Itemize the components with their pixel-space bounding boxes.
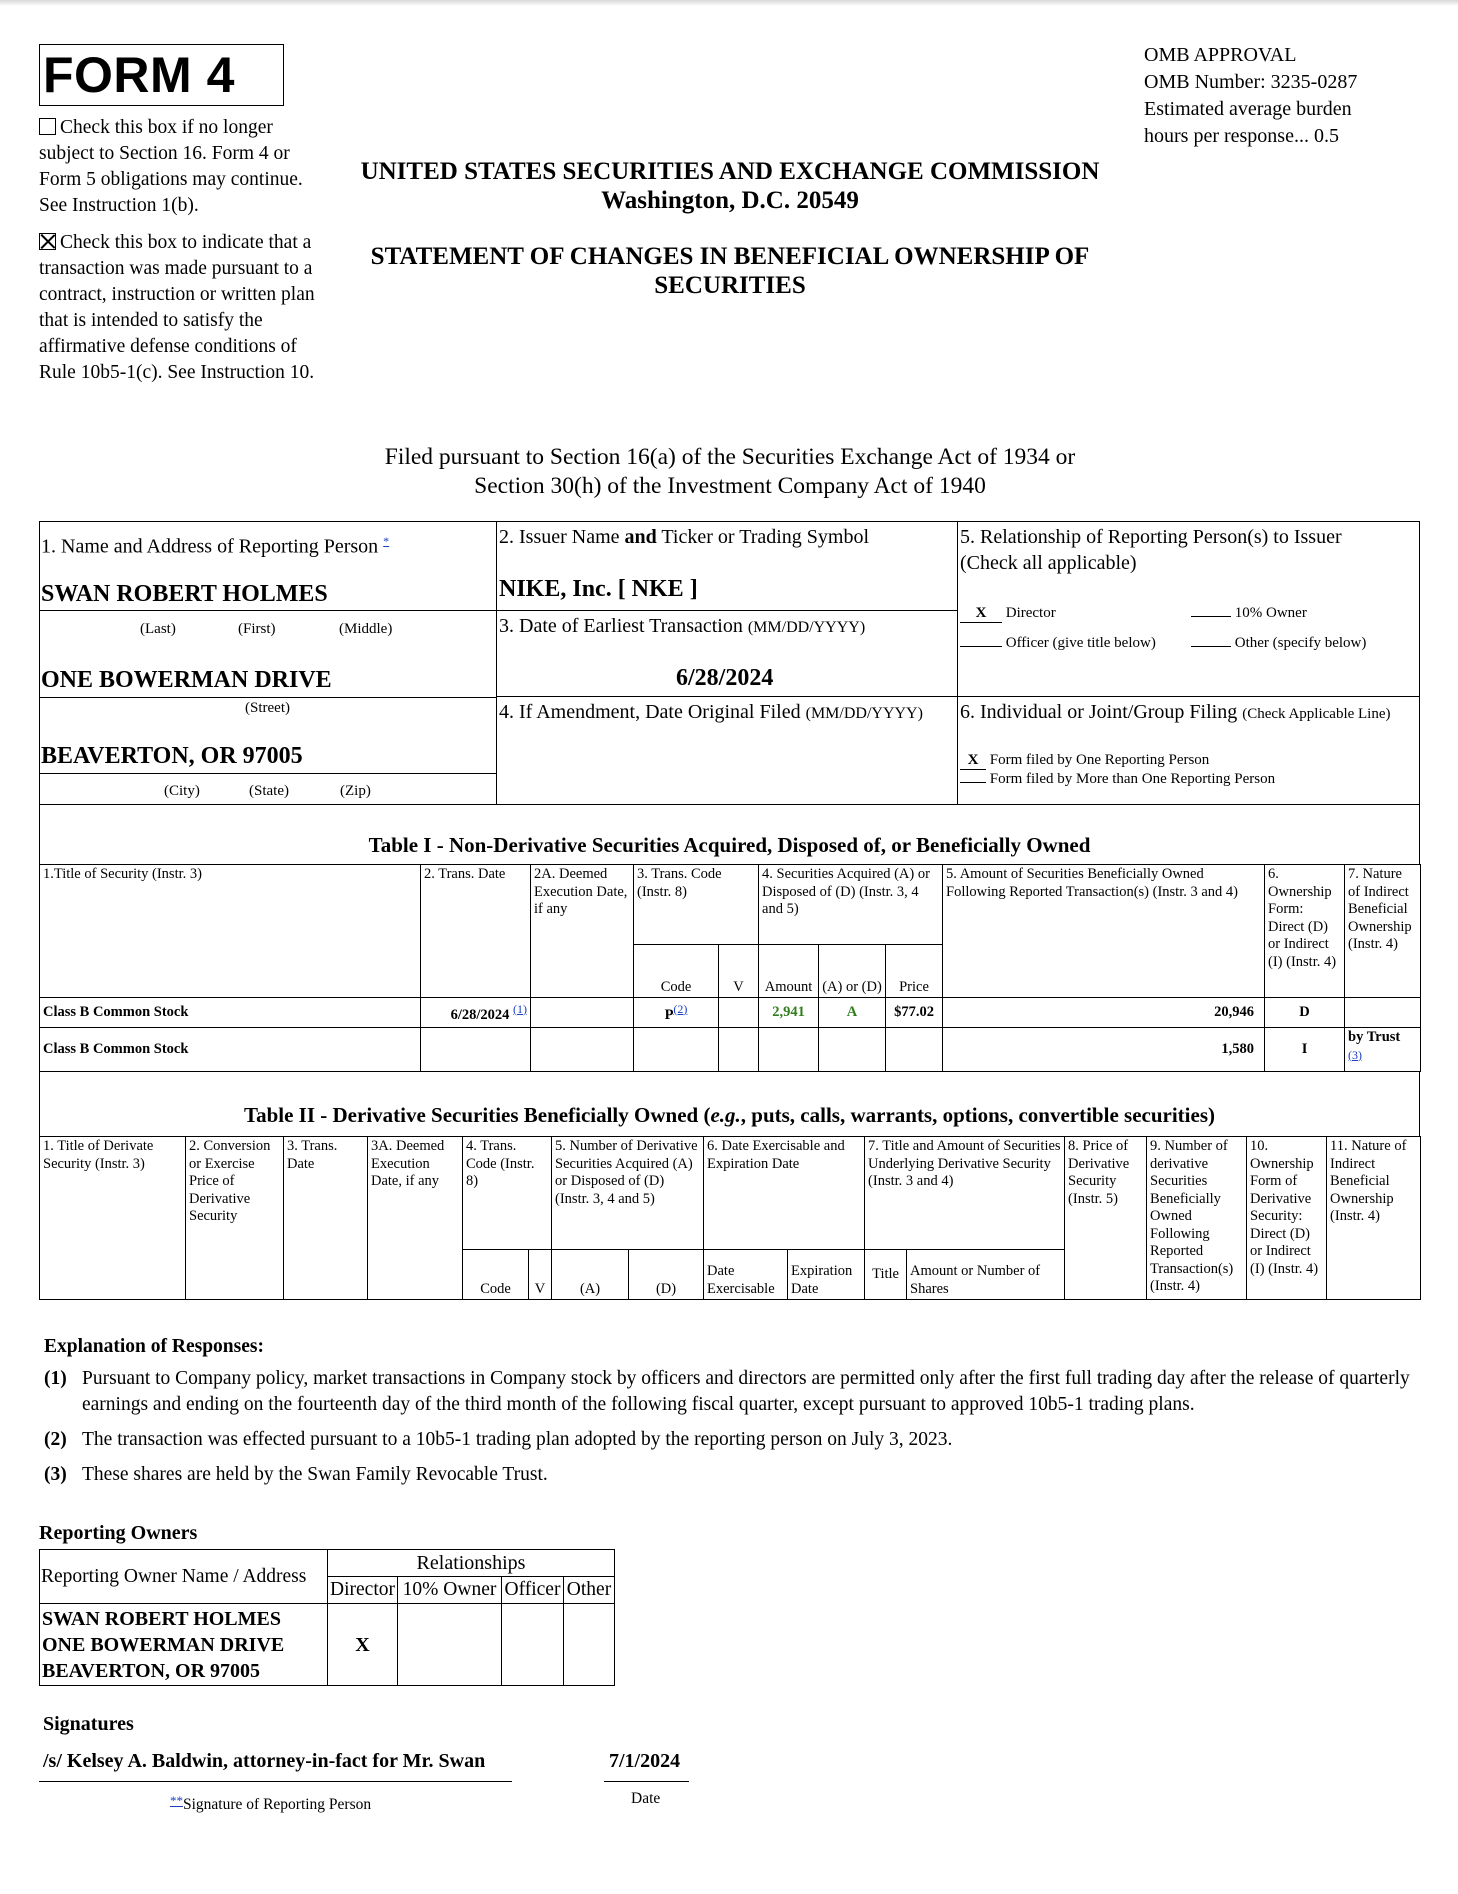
- signature-line: [39, 1781, 512, 1782]
- t1-cell-amount: [759, 1028, 819, 1072]
- table2-caption-post: , puts, calls, warrants, options, convertible securities): [740, 1103, 1215, 1127]
- table2-derivative: [39, 1136, 1421, 1300]
- t2-header-trans-date: 3. Trans. Date: [284, 1137, 368, 1300]
- state-caption: (State): [249, 783, 289, 799]
- street-value: ONE BOWERMAN DRIVE: [41, 667, 332, 693]
- t1-code-value: P: [664, 1006, 674, 1023]
- first-caption: (First): [238, 621, 276, 637]
- no-longer-subject-label: Check this box if no longer subject to Section 16. Form 4 or Form 5 obligations may continue. See Instruction 1(b).: [39, 117, 303, 216]
- footnote-2-link[interactable]: (2): [673, 1001, 688, 1016]
- reporting-owners-table: [39, 1549, 615, 1686]
- agency-name: UNITED STATES SECURITIES AND EXCHANGE COMMISSION: [360, 158, 1100, 185]
- filing-type-label-text: 6. Individual or Joint/Group Filing: [960, 701, 1238, 723]
- t1-cell-a-or-d: A: [819, 998, 886, 1028]
- filed-pursuant-line1: Filed pursuant to Section 16(a) of the Securities Exchange Act of 1934 or: [384, 444, 1076, 470]
- issuer-label-and: and: [624, 526, 657, 548]
- table-row: [40, 1028, 1421, 1072]
- ro-director-mark: X: [328, 1604, 398, 1686]
- t2-sub-code: Code: [463, 1250, 529, 1300]
- officer-option-label: Officer (give title below): [1005, 635, 1156, 651]
- issuer-label-pre: 2. Issuer Name: [499, 526, 625, 548]
- other-option-label: Other (specify below): [1234, 635, 1367, 651]
- one-person-option: [960, 752, 1209, 770]
- table2-caption-pre: Table II - Derivative Securities Beneficially Owned (: [244, 1103, 711, 1127]
- t1-cell-price: $77.02: [886, 998, 943, 1028]
- t2-header-deemed-date: 3A. Deemed Execution Date, if any: [368, 1137, 463, 1300]
- filing-type-label: [960, 701, 1391, 724]
- t1-cell-date: [421, 1028, 531, 1072]
- omb-line: hours per response... 0.5: [1144, 125, 1339, 147]
- t2-header-price: 8. Price of Derivative Security (Instr. 5): [1065, 1137, 1147, 1300]
- amendment-label: [499, 701, 923, 724]
- omb-line: OMB Number: 3235-0287: [1144, 71, 1358, 93]
- zip-caption: (Zip): [340, 783, 371, 799]
- table-row: [40, 998, 1421, 1028]
- t1-header-amount-owned: 5. Amount of Securities Beneficially Owned Following Reported Transaction(s) (Instr. 3 and 4): [943, 865, 1265, 998]
- table1-caption: Table I - Non-Derivative Securities Acquired, Disposed of, or Beneficially Owned: [368, 833, 1091, 857]
- t2-sub-d: (D): [629, 1250, 704, 1300]
- table-row: [40, 1604, 615, 1686]
- other-option: [1191, 635, 1366, 652]
- divider: [496, 610, 957, 611]
- director-option: [960, 605, 1056, 623]
- ro-header-officer: Officer: [502, 1577, 564, 1604]
- ro-owner-name: SWAN ROBERT HOLMES: [42, 1608, 281, 1630]
- statement-title-line2: SECURITIES: [654, 272, 806, 299]
- t1-sub-code: Code: [634, 945, 719, 998]
- divider: [39, 773, 496, 774]
- t2-header-title: 1. Title of Derivate Security (Instr. 3): [40, 1137, 186, 1300]
- t1-cell-code: [634, 1028, 719, 1072]
- t2-header-conversion-price: 2. Conversion or Exercise Price of Derivative Security: [186, 1137, 284, 1300]
- t1-sub-amount: Amount: [759, 945, 819, 998]
- director-mark[interactable]: X: [960, 605, 1002, 623]
- signature-footnote-link[interactable]: **: [170, 1793, 183, 1808]
- multiple-persons-mark[interactable]: [960, 782, 986, 783]
- ro-header-other: Other: [564, 1577, 615, 1604]
- t1-cell-deemed: [531, 998, 634, 1028]
- explanation-of-responses: [44, 1334, 1424, 1497]
- footnote-number: (3): [44, 1464, 67, 1485]
- amendment-label-text: 4. If Amendment, Date Original Filed: [499, 701, 801, 723]
- t1-header-title: 1.Title of Security (Instr. 3): [40, 865, 421, 998]
- t2-header-ownership-form: 10. Ownership Form of Derivative Security: Direct (D) or Indirect (I) (Instr. 4): [1247, 1137, 1327, 1300]
- earliest-transaction-label: [499, 615, 865, 638]
- t1-cell-nature: [1345, 1028, 1421, 1072]
- page-top-edge: [0, 0, 1458, 6]
- t1-sub-a-or-d: (A) or (D): [819, 945, 886, 998]
- reporting-person-name: SWAN ROBERT HOLMES: [41, 581, 328, 607]
- ro-officer-mark: [502, 1604, 564, 1686]
- list-item: [44, 1462, 1424, 1488]
- t2-sub-amount-shares: Amount or Number of Shares: [907, 1250, 1065, 1300]
- form-title: FORM 4: [39, 44, 284, 106]
- reporting-owners-title: Reporting Owners: [39, 1522, 198, 1544]
- date-line: [604, 1781, 689, 1782]
- rule-10b5-1-label: Check this box to indicate that a transaction was made pursuant to a contract, instruction or written plan that is intended to satisfy the affirmative defense conditions of Rule 10b5-1(c). See Instruction 10.: [39, 232, 315, 383]
- t1-header-deemed-date: 2A. Deemed Execution Date, if any: [531, 865, 634, 998]
- t2-sub-title: Title: [865, 1250, 907, 1300]
- signature-name: /s/ Kelsey A. Baldwin, attorney-in-fact for Mr. Swan: [43, 1750, 486, 1772]
- divider: [957, 521, 958, 805]
- table1-non-derivative: [39, 864, 1421, 1072]
- other-mark[interactable]: [1191, 646, 1231, 647]
- t1-header-ownership-form: 6. Ownership Form: Direct (D) or Indirect (I) (Instr. 4): [1265, 865, 1345, 998]
- earliest-transaction-label-text: 3. Date of Earliest Transaction: [499, 615, 743, 637]
- t1-cell-price: [886, 1028, 943, 1072]
- footnote-text: The transaction was effected pursuant to a 10b5-1 trading plan adopted by the reporting person on July 3, 2023.: [82, 1429, 953, 1450]
- relationship-label: 5. Relationship of Reporting Person(s) to Issuer: [960, 526, 1342, 548]
- ro-owner-name-address: [40, 1604, 328, 1686]
- ro-ten-pct-mark: [398, 1604, 502, 1686]
- t1-header-trans-date: 2. Trans. Date: [421, 865, 531, 998]
- city-caption: (City): [164, 783, 200, 799]
- t1-cell-a-or-d: [819, 1028, 886, 1072]
- t1-cell-code: [634, 998, 719, 1028]
- statement-title-line1: STATEMENT OF CHANGES IN BENEFICIAL OWNERSHIP OF: [370, 243, 1090, 270]
- street-caption: (Street): [245, 700, 290, 716]
- issuer-label: [499, 526, 869, 549]
- t1-cell-title: Class B Common Stock: [40, 998, 421, 1028]
- omb-approval: [1144, 42, 1357, 150]
- multiple-persons-label: Form filed by More than One Reporting Person: [989, 771, 1276, 787]
- footnote-number: (1): [44, 1368, 67, 1389]
- issuer-name: NIKE, Inc. [ NKE ]: [499, 576, 698, 602]
- t1-cell-title: Class B Common Stock: [40, 1028, 421, 1072]
- ten-pct-owner-label: 10% Owner: [1234, 605, 1307, 621]
- reporting-person-label: [41, 530, 389, 559]
- amendment-format: (MM/DD/YYYY): [805, 705, 923, 722]
- signature-caption: [170, 1793, 371, 1814]
- multiple-persons-option: [960, 771, 1275, 788]
- issuer-label-post: Ticker or Trading Symbol: [656, 526, 870, 548]
- ro-other-mark: [564, 1604, 615, 1686]
- t1-cell-v: [719, 998, 759, 1028]
- divider: [496, 521, 497, 805]
- ro-header-relationships: Relationships: [328, 1550, 615, 1577]
- t1-cell-nature: [1345, 998, 1421, 1028]
- t1-cell-amount: 2,941: [759, 998, 819, 1028]
- t1-cell-form: I: [1265, 1028, 1345, 1072]
- earliest-transaction-format: (MM/DD/YYYY): [747, 619, 866, 636]
- ro-owner-street: ONE BOWERMAN DRIVE: [42, 1634, 285, 1656]
- last-caption: (Last): [140, 621, 176, 637]
- t2-header-trans-code: 4. Trans. Code (Instr. 8): [463, 1137, 552, 1250]
- earliest-transaction-date: 6/28/2024: [676, 665, 774, 691]
- t2-header-underlying: 7. Title and Amount of Securities Underlying Derivative Security (Instr. 3 and 4): [865, 1137, 1065, 1250]
- signature-date: 7/1/2024: [609, 1750, 681, 1772]
- t1-date-value: 6/28/2024: [450, 1006, 510, 1023]
- t1-sub-v: V: [719, 945, 759, 998]
- divider: [39, 697, 496, 698]
- rule-10b5-1-checkbox[interactable]: [39, 233, 56, 250]
- explanation-heading: Explanation of Responses:: [44, 1336, 264, 1357]
- t1-cell-owned: 20,946: [943, 998, 1265, 1028]
- t2-header-nature: 11. Nature of Indirect Beneficial Ownership (Instr. 4): [1327, 1137, 1421, 1300]
- ten-pct-owner-option: [1191, 605, 1307, 622]
- filed-pursuant-line2: Section 30(h) of the Investment Company Act of 1940: [474, 473, 986, 499]
- ro-header-ten-pct: 10% Owner: [398, 1577, 502, 1604]
- ro-owner-city: BEAVERTON, OR 97005: [42, 1660, 261, 1682]
- t1-cell-v: [719, 1028, 759, 1072]
- footnote-text: These shares are held by the Swan Family Revocable Trust.: [82, 1464, 548, 1485]
- footnote-3-link[interactable]: (3): [1348, 1047, 1363, 1062]
- director-option-label: Director: [1005, 605, 1056, 621]
- filing-type-note: (Check Applicable Line): [1242, 706, 1391, 722]
- omb-line: Estimated average burden: [1144, 98, 1352, 120]
- one-person-mark[interactable]: X: [960, 752, 986, 770]
- city-value: BEAVERTON, OR 97005: [41, 743, 303, 769]
- middle-caption: (Middle): [339, 621, 393, 637]
- t1-nature-value: by Trust: [1348, 1029, 1401, 1046]
- t1-sub-price: Price: [886, 945, 943, 998]
- ten-pct-owner-mark[interactable]: [1191, 616, 1231, 617]
- table2-caption-eg: e.g.: [710, 1103, 741, 1127]
- rule-10b5-1-checkbox-block: [39, 230, 319, 386]
- signature-caption-text: Signature of Reporting Person: [183, 1796, 372, 1813]
- t1-header-nature: 7. Nature of Indirect Beneficial Ownership (Instr. 4): [1345, 865, 1421, 998]
- t1-cell-deemed: [531, 1028, 634, 1072]
- t1-header-acquired-disposed: 4. Securities Acquired (A) or Disposed of (D) (Instr. 3, 4 and 5): [759, 865, 943, 945]
- divider: [39, 610, 496, 611]
- footnote-number: (2): [44, 1429, 67, 1450]
- t2-sub-expiration: Expiration Date: [788, 1250, 865, 1300]
- t1-header-trans-code: 3. Trans. Code (Instr. 8): [634, 865, 759, 945]
- t2-header-number-owned: 9. Number of derivative Securities Beneficially Owned Following Reported Transaction(s) (Instr. 4): [1147, 1137, 1247, 1300]
- one-person-label: Form filed by One Reporting Person: [989, 752, 1210, 768]
- t1-cell-form: D: [1265, 998, 1345, 1028]
- list-item: [44, 1427, 1424, 1453]
- relationship-note: (Check all applicable): [960, 552, 1137, 574]
- t1-cell-date: [421, 998, 531, 1028]
- ro-header-name: Reporting Owner Name / Address: [40, 1550, 328, 1604]
- officer-mark[interactable]: [960, 646, 1002, 647]
- t1-cell-owned: 1,580: [943, 1028, 1265, 1072]
- signatures-title: Signatures: [43, 1713, 134, 1735]
- divider: [496, 696, 1420, 697]
- footnote-1-link[interactable]: (1): [513, 1001, 527, 1016]
- omb-line: OMB APPROVAL: [1144, 44, 1297, 66]
- list-item: [44, 1366, 1424, 1418]
- officer-option: [960, 635, 1156, 652]
- agency-address: Washington, D.C. 20549: [601, 187, 859, 214]
- t2-header-number-derivative: 5. Number of Derivative Securities Acquired (A) or Disposed of (D) (Instr. 3, 4 and 5): [552, 1137, 704, 1250]
- footnote-text: Pursuant to Company policy, market transactions in Company stock by officers and directors are permitted only after the first full trading day after the release of quarterly earnings and ending on the fourteenth day of the third month of the following fiscal quarter, except pursuant to approved 10b5-1 trading plans.: [82, 1368, 1410, 1415]
- table2-caption: [39, 1103, 1420, 1128]
- reporting-person-footnote-link[interactable]: *: [383, 534, 390, 548]
- no-longer-subject-checkbox-block: [39, 115, 319, 219]
- date-caption: Date: [631, 1790, 661, 1807]
- no-longer-subject-checkbox[interactable]: [39, 118, 56, 135]
- t2-header-exercise-expiration: 6. Date Exercisable and Expiration Date: [704, 1137, 865, 1250]
- t2-sub-v: V: [529, 1250, 552, 1300]
- reporting-person-label-text: 1. Name and Address of Reporting Person: [41, 535, 379, 558]
- ro-header-director: Director: [328, 1577, 398, 1604]
- t2-sub-a: (A): [552, 1250, 629, 1300]
- t2-sub-date-exercisable: Date Exercisable: [704, 1250, 788, 1300]
